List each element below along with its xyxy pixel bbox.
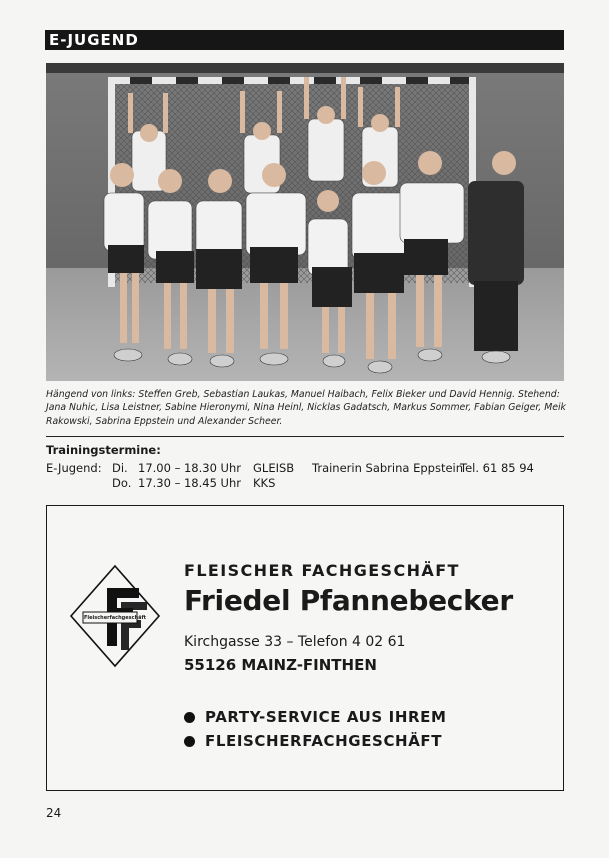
ad-address: Kirchgasse 33 – Telefon 4 02 61	[184, 634, 406, 650]
training-team: E-Jugend:	[46, 461, 102, 475]
training-phone: Tel. 61 85 94	[460, 461, 534, 475]
training-heading: Trainingstermine:	[46, 443, 161, 457]
ad-bullet-item	[184, 708, 447, 726]
training-place: KKS	[253, 476, 276, 490]
ad-business-type: FLEISCHER FACHGESCHÄFT	[184, 561, 460, 580]
logo-text: Fleischerfachgeschäft	[84, 615, 147, 621]
team-photo	[46, 63, 564, 381]
page-number: 24	[46, 806, 62, 820]
bullet-dot-icon	[184, 736, 195, 747]
training-place: GLEISB	[253, 461, 295, 475]
training-day: Di.	[112, 461, 128, 475]
section-header	[45, 30, 564, 50]
training-time: 17.30 – 18.45 Uhr	[138, 476, 241, 490]
training-row	[46, 461, 566, 477]
bullet-dot-icon	[184, 712, 195, 723]
ad-city: 55126 MAINZ-FINTHEN	[184, 656, 377, 674]
training-day: Do.	[112, 476, 132, 490]
ad-business-name: Friedel Pfannebecker	[184, 584, 513, 617]
training-coach: Trainerin Sabrina Eppstein	[312, 461, 464, 475]
ad-bullet-text: PARTY-SERVICE AUS IHREM	[205, 708, 447, 726]
training-row	[46, 476, 566, 492]
butcher-logo	[69, 564, 161, 668]
section-title: E-JUGEND	[49, 31, 139, 49]
advertisement	[46, 505, 564, 791]
photo-caption: Hängend von links: Steffen Greb, Sebastian Laukas, Manuel Haibach, Felix Bieker und David Hennig. Stehend: Jana Nuhic, Lisa Leistner, Sabine Hieronymi, Nina Heinl, Nicklas Gadatsch, Markus Sommer, Fabian Geiger, Meik Rakowski, Sabrina Eppstein und Alexander Scheer.	[46, 389, 566, 427]
ad-bullet-text: FLEISCHERFACHGESCHÄFT	[205, 732, 443, 750]
divider	[46, 436, 564, 437]
ad-bullet-item	[184, 732, 442, 750]
team-photo-illustration	[46, 63, 564, 381]
training-time: 17.00 – 18.30 Uhr	[138, 461, 241, 475]
